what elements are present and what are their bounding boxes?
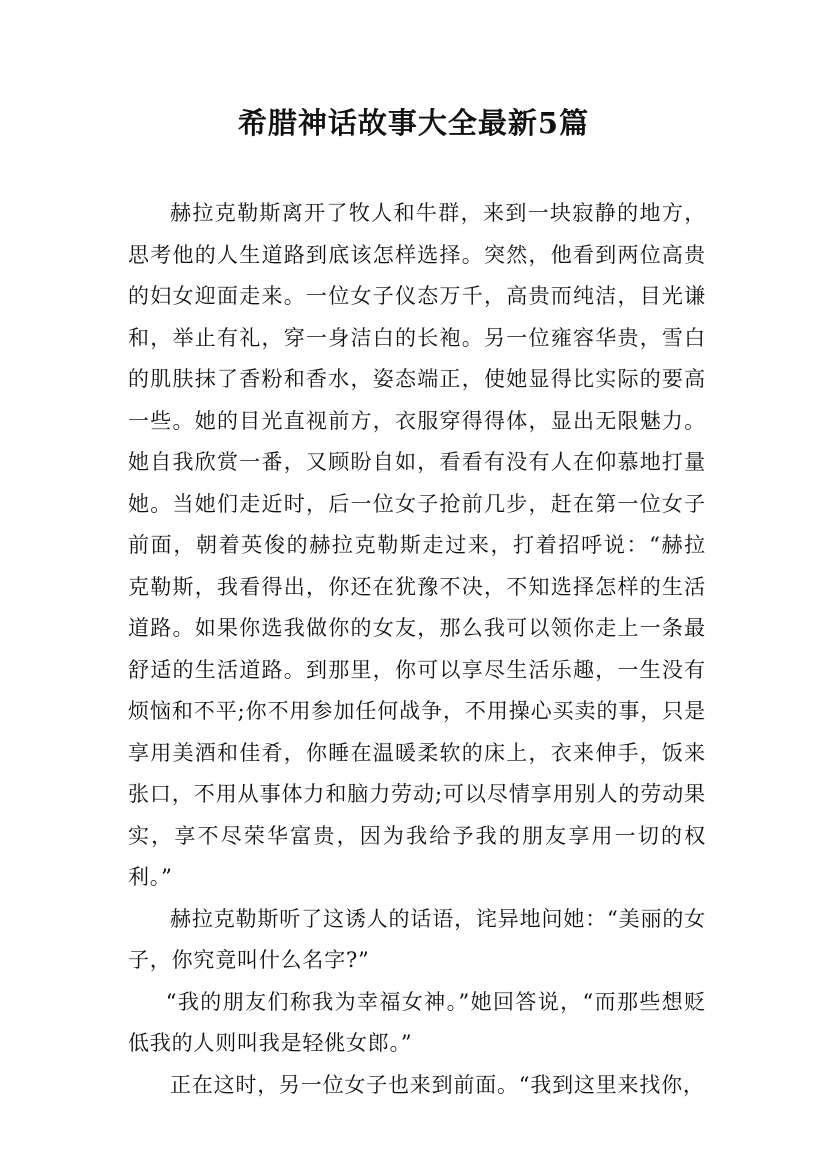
paragraph-2: 赫拉克勒斯听了这诱人的话语，诧异地问她：“美丽的女子，你究竟叫什么名字?” [128,906,706,972]
document-body [128,193,706,1106]
paragraph-4: 正在这时，另一位女子也来到前面。“我到这里来找你， [170,1072,705,1097]
paragraph-3: “我的朋友们称我为幸福女神。”她回答说，“而那些想贬低我的人则叫我是轻佻女郎。” [128,989,706,1055]
document-title: 希腊神话故事大全最新5篇 [237,106,590,140]
paragraph-1: 赫拉克勒斯离开了牧人和牛群，来到一块寂静的地方，思考他的人生道路到底该怎样选择。突然，他看到两位高贵的妇女迎面走来。一位女子仪态万千，高贵而纯洁，目光谦和，举止有礼，穿一身洁白的长袍。另一位雍容华贵，雪白的肌肤抹了香粉和香水，姿态端正，使她显得比实际的要高一些。她的目光直视前方，衣服穿得得体，显出无限魅力。她自我欣赏一番，又顾盼自如，看看有没有人在仰慕地打量她。当她们走近时，后一位女子抢前几步，赶在第一位女子前面，朝着英俊的赫拉克勒斯走过来，打着招呼说：“赫拉克勒斯，我看得出，你还在犹豫不决，不知选择怎样的生活道路。如果你选我做你的女友，那么我可以领你走上一条最舒适的生活道路。到那里，你可以享尽生活乐趣，一生没有烦恼和不平;你不用参加任何战争，不用操心买卖的事，只是享用美酒和佳肴，你睡在温暖柔软的床上，衣来伸手，饭来张口，不用从事体力和脑力劳动;可以尽情享用别人的劳动果实，享不尽荣华富贵，因为我给予我的朋友享用一切的权利。” [128,201,706,889]
